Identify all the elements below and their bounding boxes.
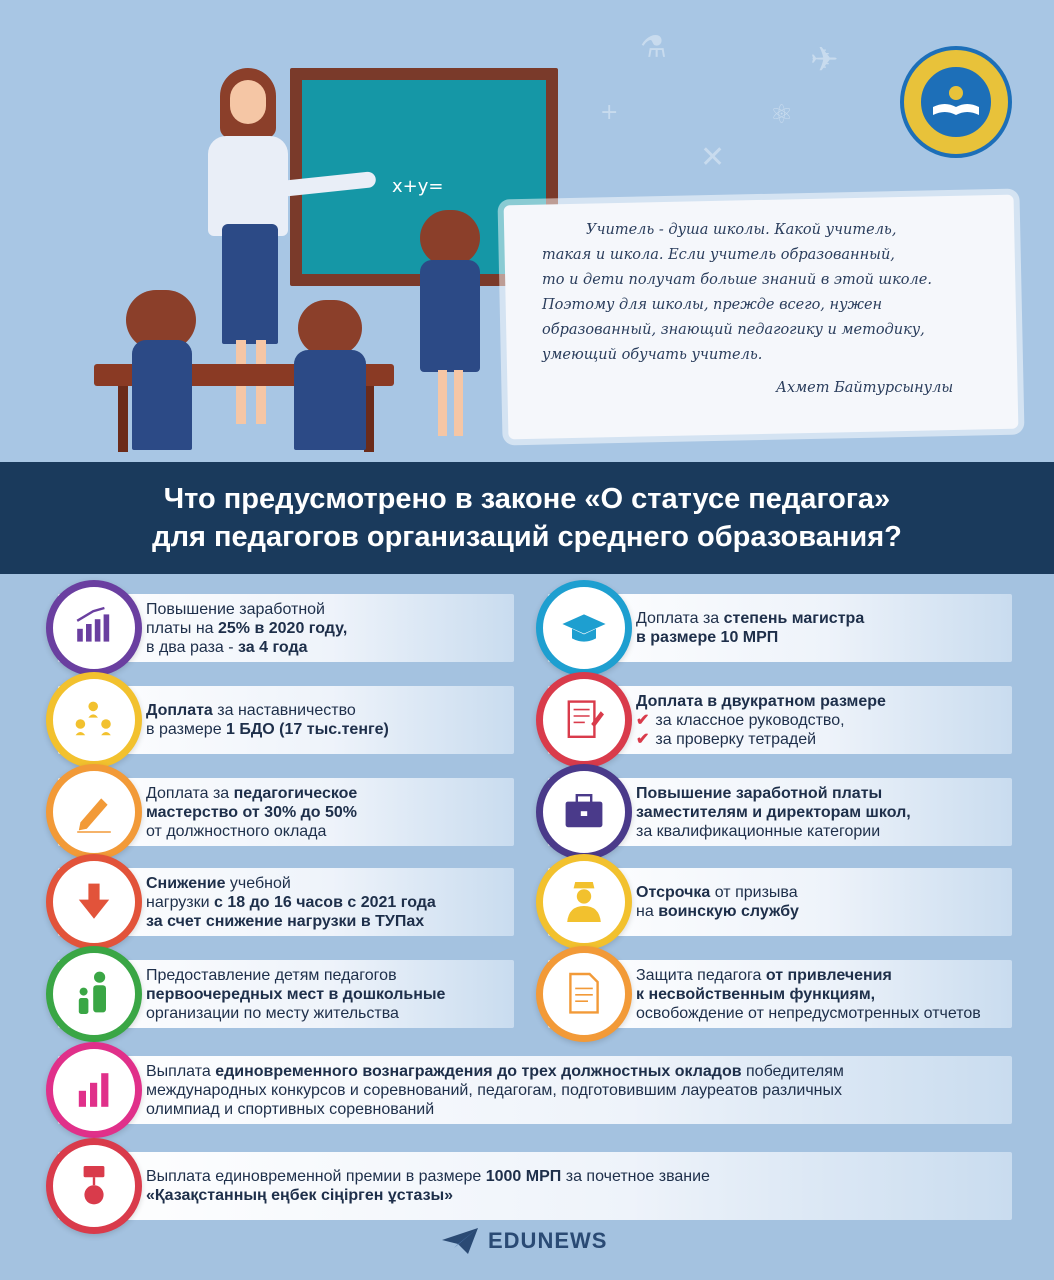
benefit-icon-ring bbox=[46, 854, 142, 950]
item-line bbox=[636, 692, 1008, 711]
notebook-icon bbox=[550, 686, 618, 754]
item-text-bold: единовременного вознаграждения до трех должностных окладов bbox=[215, 1062, 742, 1080]
benefit-text bbox=[146, 1167, 1008, 1205]
banner-title-line: Что предусмотрено в законе «О статусе педагога» bbox=[163, 483, 891, 515]
student-hair bbox=[298, 300, 362, 356]
student-leg bbox=[438, 370, 447, 436]
benefit-text bbox=[636, 609, 1008, 647]
item-text-bold: за 4 года bbox=[238, 638, 308, 656]
item-line bbox=[636, 628, 1008, 647]
board-formula: x+y= bbox=[392, 176, 444, 197]
item-text: нагрузки bbox=[146, 893, 215, 911]
briefcase-icon bbox=[550, 778, 618, 846]
hero-illustration bbox=[0, 0, 1054, 462]
item-text-bold: с 18 до 16 часов с 2021 года bbox=[214, 893, 436, 911]
item-text: Выплата bbox=[146, 1062, 216, 1080]
family-icon bbox=[60, 960, 128, 1028]
checkmark-icon: ✔ bbox=[636, 730, 650, 748]
item-line bbox=[146, 1100, 1008, 1119]
item-text-bold: Доплата в двукратном размере bbox=[636, 692, 886, 710]
item-line bbox=[146, 803, 510, 822]
item-text: от должностного оклада bbox=[146, 822, 327, 840]
item-text: на bbox=[636, 903, 659, 920]
item-line bbox=[636, 730, 1008, 749]
graduation-cap-icon bbox=[550, 594, 618, 662]
item-text: Выплата единовременной премии в размере bbox=[146, 1168, 486, 1185]
teacher-face bbox=[230, 80, 266, 124]
student-leg bbox=[454, 370, 463, 436]
student-hair bbox=[420, 210, 480, 266]
item-line bbox=[146, 1081, 1008, 1100]
item-text-bold: 25% в 2020 году, bbox=[218, 619, 348, 637]
quote-line: такая и школа. Если учитель образованный, bbox=[542, 247, 895, 263]
teacher-blouse bbox=[208, 136, 288, 236]
benefit-icon-ring bbox=[46, 1042, 142, 1138]
quote-line: то и дети получат больше знаний в этой школе. bbox=[542, 272, 932, 288]
item-line bbox=[146, 701, 510, 720]
item-line bbox=[146, 893, 510, 912]
item-text: за проверку тетрадей bbox=[655, 730, 817, 748]
medal-icon bbox=[60, 1152, 128, 1220]
benefit-icon-ring bbox=[46, 580, 142, 676]
benefit-icon-ring bbox=[536, 672, 632, 768]
footer-brand bbox=[440, 1226, 607, 1256]
paper-plane-icon bbox=[440, 1226, 480, 1256]
title-banner bbox=[0, 462, 1054, 574]
item-text-bold: 1 БДО (17 тыс.тенге) bbox=[226, 721, 389, 738]
item-text-bold: первоочередных мест в дошкольные bbox=[146, 985, 446, 1003]
item-text-bold: степень магистра bbox=[723, 610, 865, 627]
item-line bbox=[146, 912, 510, 931]
item-text-bold: Снижение bbox=[146, 874, 226, 892]
item-line bbox=[636, 966, 1008, 985]
cross-doodle-icon: ✕ bbox=[700, 140, 726, 175]
pencil-icon bbox=[60, 778, 128, 846]
item-text: в размере bbox=[146, 721, 227, 738]
item-text: за наставничество bbox=[212, 702, 356, 719]
student-uniform bbox=[294, 350, 366, 450]
bar-chart-icon bbox=[60, 1056, 128, 1124]
item-text-bold: 1000 МРП bbox=[485, 1168, 562, 1185]
item-line bbox=[146, 600, 510, 619]
item-text-bold: заместителям и директорам школ, bbox=[636, 803, 911, 821]
brand-name: EDUNEWS bbox=[488, 1228, 608, 1253]
item-line bbox=[146, 619, 510, 638]
item-line bbox=[636, 784, 1008, 803]
item-line bbox=[146, 874, 510, 893]
quote-line: умеющий обучать учитель. bbox=[542, 347, 763, 363]
atom-doodle-icon: ⚛ bbox=[770, 100, 794, 130]
item-line bbox=[636, 711, 1008, 730]
arrow-down-icon bbox=[60, 868, 128, 936]
benefit-text bbox=[636, 883, 1008, 921]
item-text: учебной bbox=[225, 874, 291, 892]
benefit-text bbox=[146, 1062, 1008, 1119]
item-text: за классное руководство, bbox=[655, 711, 845, 729]
item-line bbox=[636, 985, 1008, 1004]
item-text: за почетное звание bbox=[561, 1168, 710, 1185]
flask-doodle-icon: ⚗ bbox=[640, 30, 667, 65]
benefit-icon-ring bbox=[46, 1138, 142, 1234]
item-text-bold: к несвойственным функциям, bbox=[636, 985, 876, 1003]
item-text: международных конкурсов и соревнований, педагогам, подготовившим лауреатов различных bbox=[146, 1081, 843, 1099]
benefit-text bbox=[146, 966, 510, 1023]
item-text-bold: Отсрочка bbox=[636, 884, 711, 901]
item-line bbox=[146, 1062, 1008, 1081]
desk-leg bbox=[118, 386, 128, 452]
item-text: Предоставление детям педагогов bbox=[146, 966, 397, 984]
item-text: за квалификационные категории bbox=[636, 822, 881, 840]
item-line bbox=[146, 985, 510, 1004]
item-text-bold: педагогическое bbox=[233, 784, 358, 802]
item-line bbox=[146, 720, 510, 739]
checkmark-icon: ✔ bbox=[636, 711, 650, 729]
item-line bbox=[636, 822, 1008, 841]
teacher-skirt bbox=[222, 224, 278, 344]
student-uniform bbox=[420, 260, 480, 372]
quote-author: Ахмет Байтурсынулы bbox=[776, 380, 954, 396]
document-icon bbox=[550, 960, 618, 1028]
benefit-text bbox=[146, 600, 510, 657]
benefit-text bbox=[146, 701, 510, 739]
item-text: организации по месту жительства bbox=[146, 1004, 399, 1022]
mentoring-icon bbox=[60, 686, 128, 754]
item-line bbox=[146, 1004, 510, 1023]
item-line bbox=[636, 609, 1008, 628]
item-text: Доплата за bbox=[636, 610, 724, 627]
benefit-text bbox=[146, 784, 510, 841]
item-text-bold: мастерство от 30% до 50% bbox=[146, 803, 358, 821]
soldier-icon bbox=[550, 868, 618, 936]
item-line bbox=[636, 883, 1008, 902]
benefit-icon-ring bbox=[536, 946, 632, 1042]
item-line bbox=[636, 902, 1008, 921]
benefit-text bbox=[146, 874, 510, 931]
benefit-icon-ring bbox=[536, 854, 632, 950]
item-line bbox=[146, 822, 510, 841]
benefit-icon-ring bbox=[46, 946, 142, 1042]
quote-text bbox=[542, 218, 992, 368]
item-text-bold: от привлечения bbox=[765, 966, 892, 984]
benefit-icon-ring bbox=[536, 764, 632, 860]
item-line bbox=[636, 803, 1008, 822]
item-text: в два раза - bbox=[146, 638, 239, 656]
item-text-bold: в размере 10 МРП bbox=[636, 629, 779, 646]
benefit-text bbox=[636, 692, 1008, 749]
item-text: олимпиад и спортивных соревнований bbox=[146, 1100, 435, 1118]
chart-growth-icon bbox=[60, 594, 128, 662]
benefit-icon-ring bbox=[46, 672, 142, 768]
item-text-bold: воинскую службу bbox=[658, 903, 799, 920]
banner-title-line: для педагогов организаций среднего образования? bbox=[152, 521, 902, 553]
item-text: Защита педагога bbox=[636, 966, 766, 984]
benefit-icon-ring bbox=[46, 764, 142, 860]
item-text-bold: Повышение заработной платы bbox=[636, 784, 883, 802]
item-text-bold: «Қазақстанның еңбек сіңірген ұстазы» bbox=[146, 1187, 454, 1204]
quote-line: образованный, знающий педагогику и методику, bbox=[542, 322, 925, 338]
item-text: от призыва bbox=[710, 884, 798, 901]
item-text-bold: за счет снижение нагрузки в ТУПах bbox=[146, 912, 425, 930]
benefit-icon-ring bbox=[536, 580, 632, 676]
quote-line: Учитель - душа школы. Какой учитель, bbox=[586, 222, 897, 238]
benefit-text bbox=[636, 966, 1008, 1023]
student-uniform bbox=[132, 340, 192, 450]
plus-doodle-icon: + bbox=[600, 100, 619, 125]
item-text-bold: Доплата bbox=[146, 702, 213, 719]
item-text: платы на bbox=[146, 619, 218, 637]
item-text: Доплата за bbox=[146, 784, 234, 802]
item-line bbox=[146, 784, 510, 803]
item-text: освобождение от непредусмотренных отчетов bbox=[636, 1004, 981, 1022]
benefit-text bbox=[636, 784, 1008, 841]
item-line bbox=[146, 1167, 1008, 1186]
item-line bbox=[146, 966, 510, 985]
item-line bbox=[636, 1004, 1008, 1023]
quote-line: Поэтому для школы, прежде всего, нужен bbox=[542, 297, 883, 313]
seal-book-icon bbox=[918, 64, 994, 140]
item-line bbox=[146, 638, 510, 657]
item-line bbox=[146, 1186, 1008, 1205]
paper-plane-doodle-icon: ✈ bbox=[810, 40, 839, 80]
item-text: победителям bbox=[741, 1062, 844, 1080]
item-text: Повышение заработной bbox=[146, 600, 325, 618]
